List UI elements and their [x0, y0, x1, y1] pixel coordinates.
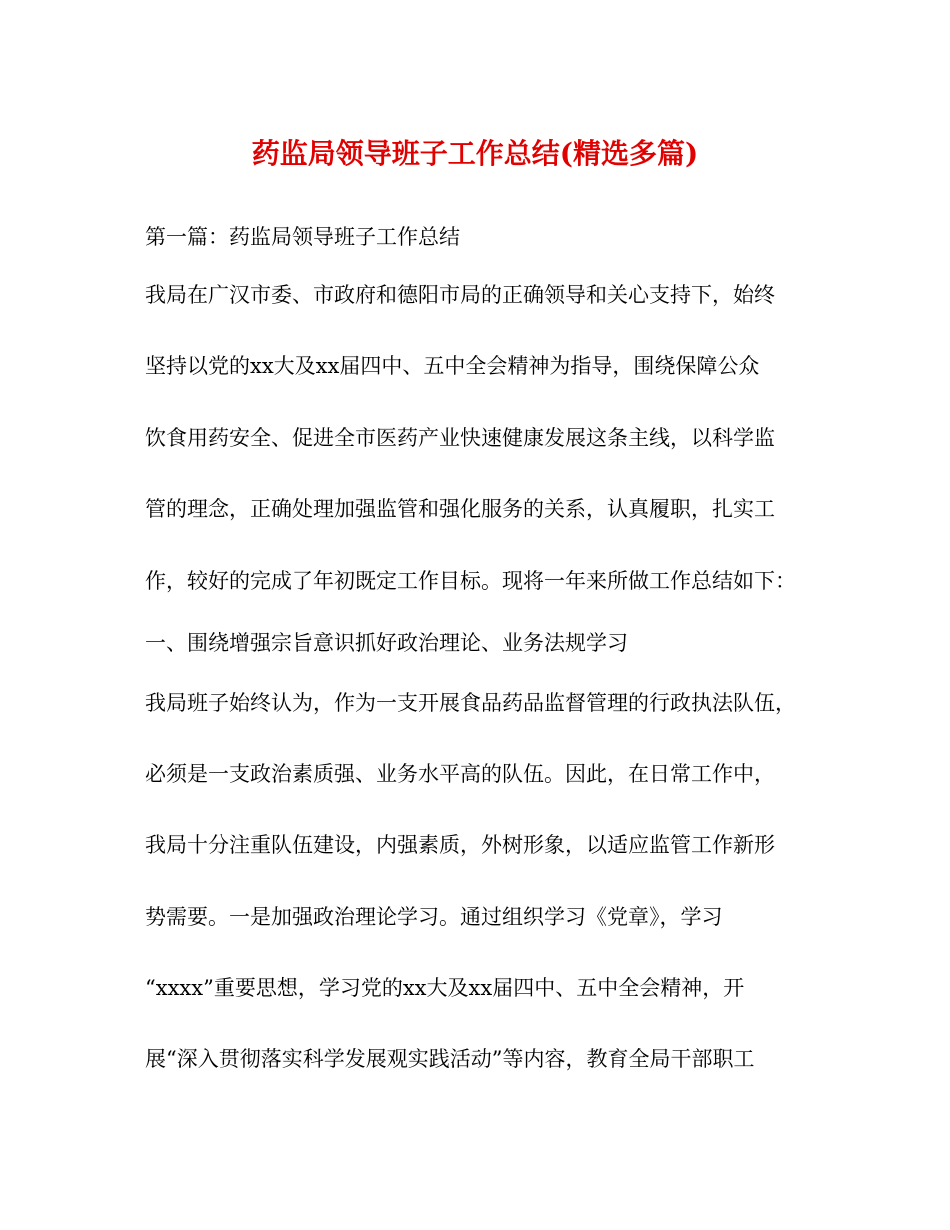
paragraph-line: 我局班子始终认为，作为一支开展食品药品监督管理的行政执法队伍，	[145, 691, 796, 715]
paragraph-line: 我局在广汉市委、市政府和德阳市局的正确领导和关心支持下，始终	[145, 283, 775, 307]
paragraph-line: 必须是一支政治素质强、业务水平高的队伍。因此，在日常工作中，	[145, 762, 775, 786]
paragraph-line: 我局十分注重队伍建设，内强素质，外树形象，以适应监管工作新形	[145, 833, 775, 857]
paragraph-line: “xxxx”重要思想，学习党的xx大及xx届四中、五中全会精神，开	[145, 976, 745, 1000]
paragraph-line: 展“深入贯彻落实科学发展观实践活动”等内容，教育全局干部职工	[145, 1047, 755, 1071]
paragraph-line: 坚持以党的xx大及xx届四中、五中全会精神为指导，围绕保障公众	[145, 354, 760, 378]
document-title: 药监局领导班子工作总结(精选多篇)	[251, 137, 699, 170]
paragraph-line: 饮食用药安全、促进全市医药产业快速健康发展这条主线，以科学监	[145, 426, 775, 450]
paragraph-line: 管的理念，正确处理加强监管和强化服务的关系，认真履职，扎实工	[145, 497, 775, 521]
paragraph-line: 作，较好的完成了年初既定工作目标。现将一年来所做工作总结如下：	[145, 569, 796, 593]
section-heading-one: 一、围绕增强宗旨意识抓好政治理论、业务法规学习	[145, 631, 628, 655]
paragraph-line: 势需要。一是加强政治理论学习。通过组织学习《党章》，学习	[145, 905, 723, 929]
section-heading-part-one: 第一篇：药监局领导班子工作总结	[145, 225, 460, 249]
